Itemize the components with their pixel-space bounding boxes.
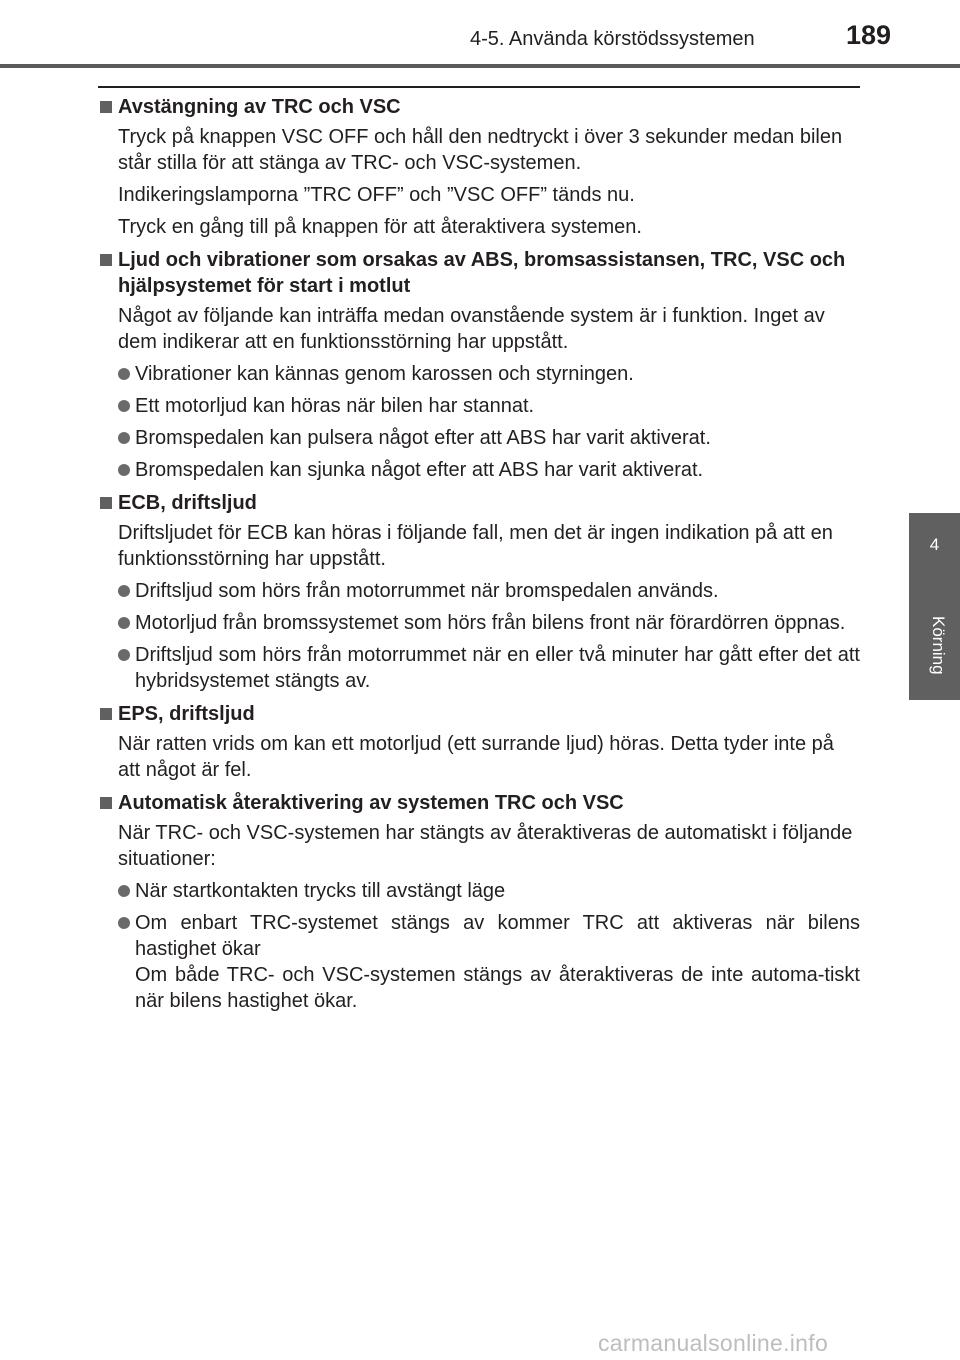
round-bullet-icon: [118, 432, 130, 444]
chapter-label: Körning: [929, 616, 948, 675]
paragraph: Något av följande kan inträffa medan ovanstående system är i funktion. Inget av dem indikerar att en funktionsstörning har uppstått.: [118, 305, 825, 353]
section: [98, 790, 860, 1014]
round-bullet-icon: [118, 617, 130, 629]
bullet-item: [118, 878, 860, 904]
chapter-number: 4: [929, 535, 940, 554]
paragraph: Driftsljudet för ECB kan höras i följande fall, men det är ingen indikation på att en funktionsstörning har uppstått.: [118, 522, 833, 570]
section-title: [98, 790, 860, 816]
bullet-text: När startkontakten trycks till avstängt läge: [135, 880, 506, 902]
round-bullet-icon: [118, 885, 130, 897]
bullet-text: Bromspedalen kan sjunka något efter att ABS har varit aktiverat.: [135, 459, 704, 481]
square-bullet-icon: [100, 797, 112, 809]
section-rule: [98, 86, 860, 88]
square-bullet-icon: [100, 708, 112, 720]
round-bullet-icon: [118, 400, 130, 412]
bullet-item: [118, 910, 860, 1014]
paragraph: När ratten vrids om kan ett motorljud (ett surrande ljud) höras. Detta tyder inte på att något är fel.: [118, 733, 834, 781]
section: [98, 94, 860, 240]
section-title-text: Ljud och vibrationer som orsakas av ABS, bromsassistansen, TRC, VSC och hjälpsystemet för start i motlut: [118, 249, 846, 297]
paragraph: Indikeringslamporna ”TRC OFF” och ”VSC OFF” tänds nu.: [118, 184, 635, 206]
page-number: 189: [846, 20, 892, 50]
watermark: carmanualsonline.info: [598, 1330, 829, 1356]
bullet-item: [118, 610, 860, 636]
section: [98, 490, 860, 694]
paragraph: När TRC- och VSC-systemen har stängts av återaktiveras de automatiskt i följande situationer:: [118, 822, 853, 870]
running-header: 4-5. Använda körstödssystemen: [470, 28, 755, 50]
section: [98, 247, 860, 483]
bullet-item: [118, 425, 860, 451]
square-bullet-icon: [100, 254, 112, 266]
bullet-text: Vibrationer kan kännas genom karossen och styrningen.: [135, 363, 634, 385]
bullet-item: [118, 642, 860, 694]
round-bullet-icon: [118, 368, 130, 380]
round-bullet-icon: [118, 917, 130, 929]
section: [98, 701, 860, 783]
paragraph: Tryck på knappen VSC OFF och håll den nedtryckt i över 3 sekunder medan bilen står stilla för att stänga av TRC- och VSC-systemen.: [118, 126, 843, 174]
section-title-text: Automatisk återaktivering av systemen TRC och VSC: [118, 792, 624, 814]
header-rule: [0, 64, 960, 68]
round-bullet-icon: [118, 585, 130, 597]
page-content: [98, 94, 860, 1021]
square-bullet-icon: [100, 101, 112, 113]
bullet-text: Driftsljud som hörs från motorrummet när bromspedalen används.: [135, 580, 719, 602]
section-title: [98, 247, 860, 299]
section-title: [98, 94, 860, 120]
bullet-item: [118, 393, 860, 419]
bullet-item: [118, 457, 860, 483]
section-title: [98, 701, 860, 727]
bullet-item: [118, 361, 860, 387]
bullet-text: Om enbart TRC-systemet stängs av kommer TRC att aktiveras när bilens hastighet ökar Om både TRC- och VSC-systemen stängs av återaktiveras de inte automa-tiskt när bilens hastighet ökar.: [135, 912, 860, 1012]
section-title-text: Avstängning av TRC och VSC: [118, 96, 401, 118]
section-title-text: EPS, driftsljud: [118, 703, 255, 725]
round-bullet-icon: [118, 649, 130, 661]
bullet-text: Bromspedalen kan pulsera något efter att ABS har varit aktiverat.: [135, 427, 711, 449]
bullet-item: [118, 578, 860, 604]
bullet-text: Driftsljud som hörs från motorrummet när en eller två minuter har gått efter det att hybridsystemet stängts av.: [135, 644, 860, 692]
square-bullet-icon: [100, 497, 112, 509]
section-title-text: ECB, driftsljud: [118, 492, 257, 514]
section-title: [98, 490, 860, 516]
round-bullet-icon: [118, 464, 130, 476]
paragraph: Tryck en gång till på knappen för att återaktivera systemen.: [118, 216, 642, 238]
bullet-text: Motorljud från bromssystemet som hörs från bilens front när förardörren öppnas.: [135, 612, 846, 634]
bullet-text: Ett motorljud kan höras när bilen har stannat.: [135, 395, 535, 417]
